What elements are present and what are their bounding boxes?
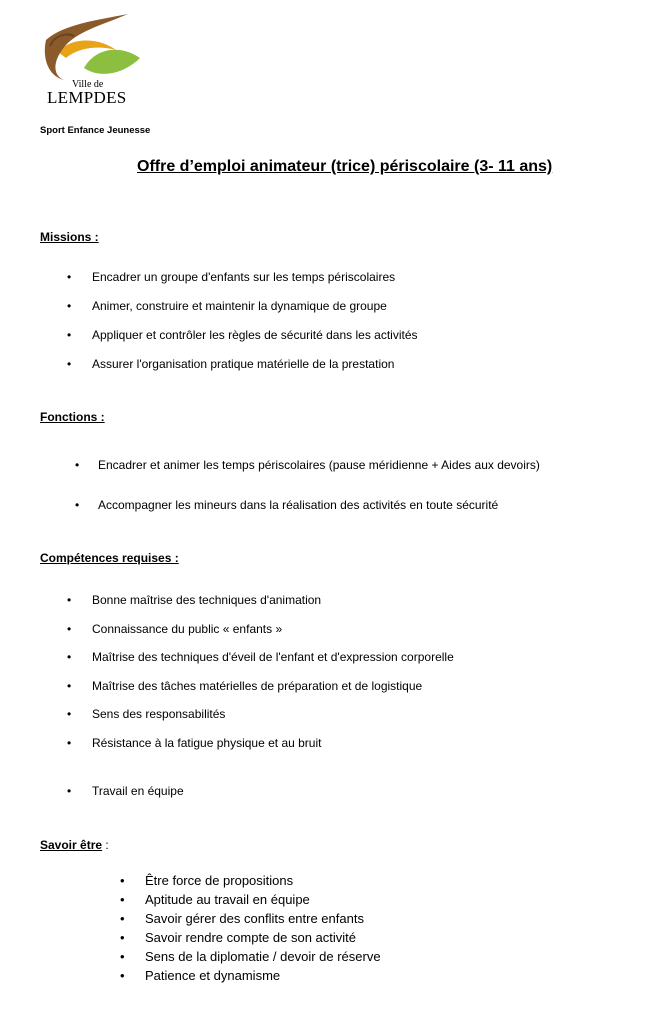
list-item: • Résistance à la fatigue physique et au bruit — [92, 735, 454, 764]
logo-text-ville-de: Ville de — [72, 79, 104, 90]
savoir-etre-heading — [40, 838, 109, 852]
missions-list — [92, 269, 418, 385]
list-item: • Être force de propositions — [145, 873, 381, 892]
list-item: • Bonne maîtrise des techniques d'animation — [92, 592, 454, 621]
list-item: • Savoir rendre compte de son activité — [145, 930, 381, 949]
savoir-etre-heading-label: Savoir être — [40, 838, 103, 852]
savoir-etre-list — [145, 873, 381, 987]
list-item: • Appliquer et contrôler les règles de sécurité dans les activités — [92, 327, 418, 356]
list-item: • Patience et dynamisme — [145, 968, 381, 987]
list-item: • Aptitude au travail en équipe — [145, 892, 381, 911]
list-item: • Encadrer et animer les temps périscolaires (pause méridienne + Aides aux devoirs) — [98, 457, 540, 497]
list-item: • Encadrer un groupe d'enfants sur les temps périscolaires — [92, 269, 418, 298]
savoir-etre-heading-colon: : — [102, 838, 109, 852]
logo-text-lempdes: LEMPDES — [47, 88, 127, 107]
page-title: Offre d’emploi animateur (trice) périscolaire (3- 11 ans) — [137, 158, 553, 175]
list-item: • Maîtrise des tâches matérielles de préparation et de logistique — [92, 678, 454, 707]
list-item: • Animer, construire et maintenir la dynamique de groupe — [92, 298, 418, 327]
list-item: • Connaissance du public « enfants » — [92, 621, 454, 650]
list-item: • Sens des responsabilités — [92, 706, 454, 735]
fonctions-list — [98, 457, 540, 537]
list-item: • Sens de la diplomatie / devoir de réserve — [145, 949, 381, 968]
competences-list — [92, 592, 454, 764]
competences-heading: Compétences requises : — [40, 551, 179, 565]
missions-heading: Missions : — [40, 230, 99, 244]
department-label: Sport Enfance Jeunesse — [40, 125, 151, 136]
logo-leaf-green — [84, 50, 140, 74]
competences-list-extra — [92, 783, 184, 799]
list-item: • Accompagner les mineurs dans la réalisation des activités en toute sécurité — [98, 497, 540, 537]
list-item: • Maîtrise des techniques d'éveil de l'enfant et d'expression corporelle — [92, 649, 454, 678]
fonctions-heading: Fonctions : — [40, 410, 105, 424]
list-item: • Savoir gérer des conflits entre enfants — [145, 911, 381, 930]
list-item: • Travail en équipe — [92, 783, 184, 799]
list-item: • Assurer l'organisation pratique matérielle de la prestation — [92, 356, 418, 385]
